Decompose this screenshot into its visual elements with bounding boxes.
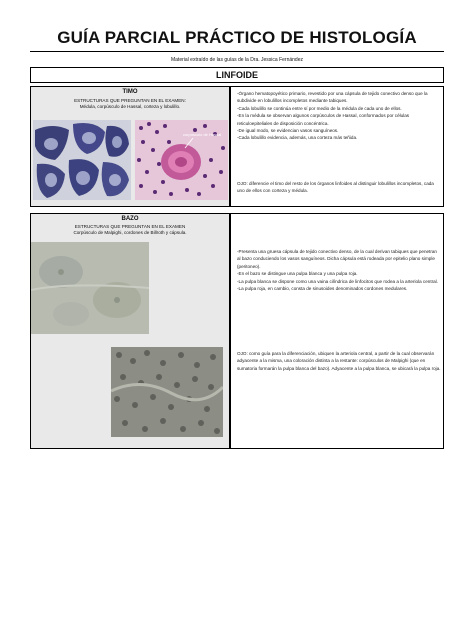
bazo-description: [237, 248, 441, 292]
timo-image-panel: [30, 86, 230, 207]
timo-bullet: -De igual modo, se evidencian vasos sanguíneos.: [237, 128, 339, 134]
timo-description: [237, 90, 441, 142]
timo-bullet: -Cada lobulillo evidencia, además, una corteza más teñida.: [237, 135, 358, 141]
section-banner: LINFOIDE: [30, 67, 444, 83]
thymus-low-magnification-image: [33, 120, 131, 200]
page-subtitle: Material extraído de las guías de la Dra. Jessica Fernández: [170, 57, 303, 63]
timo-structures: Médula, corpúsculo de Hassal, corteza y lobulillo.: [79, 104, 181, 109]
bazo-bullet: -La pulpa blanca se dispone como una vaina cilíndrica de linfocitos que rodea a la arteriola central.: [237, 278, 438, 284]
bazo-text-panel: [230, 213, 444, 449]
timo-text-panel: [230, 86, 444, 207]
bazo-note: OJO: como guía para la diferenciación, ubiquen la arteriola central, a partir de la cual observarán adyacente a la misma, una coloración distinta a la restante: corpúsculos de Malpighi (que en sumatoria formarán la pulpa blanca del bazo). Adyacente a la pulpa blanca, se ubicará la pulpa roja.: [237, 351, 441, 371]
bazo-bullet: -Presenta una gruesa cápsula de tejido conectivo denso, de la cual derivan tabiques que penetran al bazo conduciendo los vasos sanguíneos. Dicha cápsula está rodeada por epitelio plano simple (peritoneo).: [237, 249, 437, 269]
timo-heading: TIMO: [122, 89, 138, 95]
title-divider: [30, 51, 444, 52]
timo-bullet: -Cada lobulillo se continúa entre sí por medio de la médula de cada uno de ellos.: [237, 105, 402, 111]
timo-note: OJO: diferencie el timo del resto de los órganos linfoides al distinguir lobulillos incompletos, cada uno de ellos con corteza y médula.: [237, 181, 434, 194]
timo-bullet: -En la médula se observan algunos corpúsculos de Hassal, conformados por células reticuloepiteliales de disposición concéntrica.: [237, 113, 410, 126]
spleen-high-magnification-image: [111, 347, 223, 437]
bazo-heading: BAZO: [121, 216, 139, 222]
page-title: GUÍA PARCIAL PRÁCTICO DE HISTOLOGÍA: [57, 28, 417, 47]
timo-exam-label: ESTRUCTURAS QUE PREGUNTAN EN EL EXAMEN:: [74, 98, 186, 103]
bazo-image-panel: [30, 213, 230, 449]
bazo-exam-label: ESTRUCTURAS QUE PREGUNTAN EN EL EXAMEN: [74, 224, 186, 229]
timo-bullet: -Órgano hematopoyético primario, revestido por una cápsula de tejido conectivo denso que la subdivide en lobulillos incompletos mediante tabiques.: [237, 91, 428, 104]
bazo-bullet: -En el bazo se distingue una pulpa blanca y una pulpa roja.: [237, 271, 358, 277]
spleen-low-magnification-image: [31, 242, 149, 334]
bazo-structures: Corpúsculo de Malpighi, cordones de Billroth y cápsula.: [73, 230, 187, 235]
bazo-bullet: -La pulpa roja, en cambio, consta de sinusoides denominados cordones medulares.: [237, 286, 408, 292]
hassal-image-label: corpúsculo de Hassal: [183, 132, 222, 137]
thymus-hassal-corpuscle-image: [135, 120, 228, 200]
